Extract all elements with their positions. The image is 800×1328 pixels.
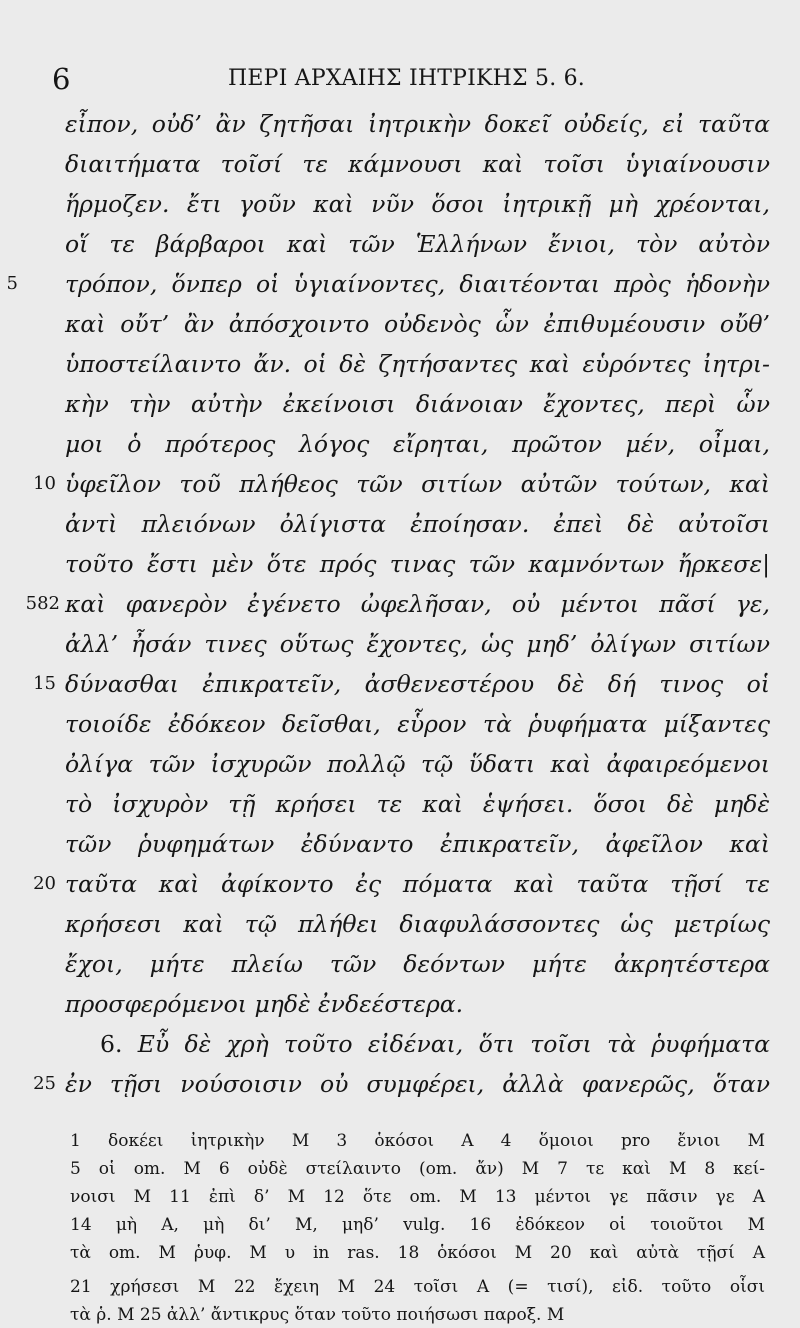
apparatus-line: 14 μὴ A, μὴ δι’ M, μηδ’ vulg. 16 ἐδόκεον οἱ τοιοῦτοι M — [70, 1215, 765, 1235]
text-line: ὑφεῖλον τοῦ πλήθεος τῶν σιτίων αὐτῶν τούτων, καὶ — [65, 470, 770, 498]
line-number: 15 — [33, 673, 56, 694]
text-line: εἶπον, οὐδ’ ἂν ζητῆσαι ἰητρικὴν δοκεῖ οὐδείς, εἰ ταῦτα — [65, 110, 770, 138]
text-line: τοῦτο ἔστι μὲν ὅτε πρός τινας τῶν καμνόντων ἤρκεσε| — [65, 550, 770, 578]
text-line: ἀλλ’ ἦσάν τινες οὕτως ἔχοντες, ὡς μηδ’ ὀλίγων σιτίων — [65, 630, 770, 658]
text-line: ὀλίγα τῶν ἰσχυρῶν πολλῷ τῷ ὕδατι καὶ ἀφαιρεόμενοι — [65, 750, 770, 778]
line-number: 10 — [33, 473, 56, 494]
text-line: προσφερόμενοι μηδὲ ἐνδεέστερα. — [65, 990, 464, 1018]
page-number: 6 — [52, 62, 71, 96]
text-line: ἔχοι, μήτε πλείω τῶν δεόντων μήτε ἀκρητέστερα — [65, 950, 770, 978]
text-line: καὶ φανερὸν ἐγένετο ὠφελῆσαν, οὐ μέντοι πᾶσί γε, — [65, 590, 770, 618]
line-number: 5 — [6, 273, 18, 294]
text-line: τῶν ῥυφημάτων ἐδύναντο ἐπικρατεῖν, ἀφεῖλον καὶ — [65, 830, 770, 858]
text-line: ἐν τῇσι νούσοισιν οὐ συμφέρει, ἀλλὰ φανερῶς, ὅταν — [65, 1070, 770, 1098]
text-line: τοιοίδε ἐδόκεον δεῖσθαι, εὗρον τὰ ῥυφήματα μίξαντες — [65, 710, 770, 738]
apparatus-line: 5 οἱ om. M 6 οὐδὲ στείλαιντο (om. ἄν) M 7 τε καὶ M 8 κεί- — [70, 1159, 765, 1179]
running-head: ΠΕΡΙ ΑΡΧΑΙΗΣ ΙΗΤΡΙΚΗΣ 5. 6. — [228, 66, 585, 91]
text-line: μοι ὁ πρότερος λόγος εἴρηται, πρῶτον μέν, οἶμαι, — [65, 430, 770, 458]
text-line: ὑποστείλαιντο ἄν. οἱ δὲ ζητήσαντες καὶ εὑρόντες ἰητρι- — [65, 350, 770, 378]
apparatus-line: νοισι M 11 ἐπὶ δ’ M 12 ὅτε om. M 13 μέντοι γε πᾶσιν γε A — [70, 1187, 765, 1207]
section-6-line — [100, 1024, 770, 1064]
line-number: 25 — [33, 1073, 56, 1094]
line-number: 582 — [25, 593, 60, 614]
line-number: 20 — [33, 873, 56, 894]
apparatus-line: τὰ om. M ῥυφ. M υ in ras. 18 ὁκόσοι M 20 καὶ αὐτὰ τῇσί A — [70, 1243, 765, 1263]
text-line: κρήσεσι καὶ τῷ πλήθει διαφυλάσσοντες ὡς μετρίως — [65, 910, 770, 938]
text-line: καὶ οὔτ’ ἂν ἀπόσχοιντο οὐδενὸς ὧν ἐπιθυμέουσιν οὔθ’ — [65, 310, 770, 338]
section-text: Εὖ δὲ χρὴ τοῦτο εἰδέναι, ὅτι τοῖσι τὰ ῥυφήματα — [137, 1030, 770, 1058]
apparatus-line: 1 δοκέει ἰητρικὴν M 3 ὁκόσοι A 4 ὅμοιοι pro ἔνιοι M — [70, 1131, 765, 1151]
text-line: δύνασθαι ἐπικρατεῖν, ἀσθενεστέρου δὲ δή τινος οἱ — [65, 670, 770, 698]
text-line: τρόπον, ὅνπερ οἱ ὑγιαίνοντες, διαιτέονται πρὸς ἡδονὴν — [65, 270, 770, 298]
section-number: 6. — [100, 1030, 138, 1058]
text-line: οἵ τε βάρβαροι καὶ τῶν Ἑλλήνων ἔνιοι, τὸν αὐτὸν — [65, 230, 770, 258]
text-line: κὴν τὴν αὐτὴν ἐκείνοισι διάνοιαν ἔχοντες, περὶ ὧν — [65, 390, 770, 418]
apparatus-line: τὰ ῥ. M 25 ἀλλ’ ἄντικρυς ὅταν τοῦτο ποιήσωσι παροξ. M — [70, 1305, 565, 1325]
text-line: διαιτήματα τοῖσί τε κάμνουσι καὶ τοῖσι ὑγιαίνουσιν — [65, 150, 770, 178]
text-line: ἀντὶ πλειόνων ὀλίγιστα ἐποίησαν. ἐπεὶ δὲ αὐτοῖσι — [65, 510, 770, 538]
text-line: τὸ ἰσχυρὸν τῇ κρήσει τε καὶ ἑψήσει. ὅσοι δὲ μηδὲ — [65, 790, 770, 818]
text-line: ταῦτα καὶ ἀφίκοντο ἐς πόματα καὶ ταῦτα τῇσί τε — [65, 870, 770, 898]
text-line: ἥρμοζεν. ἔτι γοῦν καὶ νῦν ὅσοι ἰητρικῇ μὴ χρέονται, — [65, 190, 770, 218]
apparatus-line: 21 χρήσεσι M 22 ἔχειη M 24 τοῖσι A (= τισί), εἰδ. τοῦτο οἷσι — [70, 1277, 765, 1297]
